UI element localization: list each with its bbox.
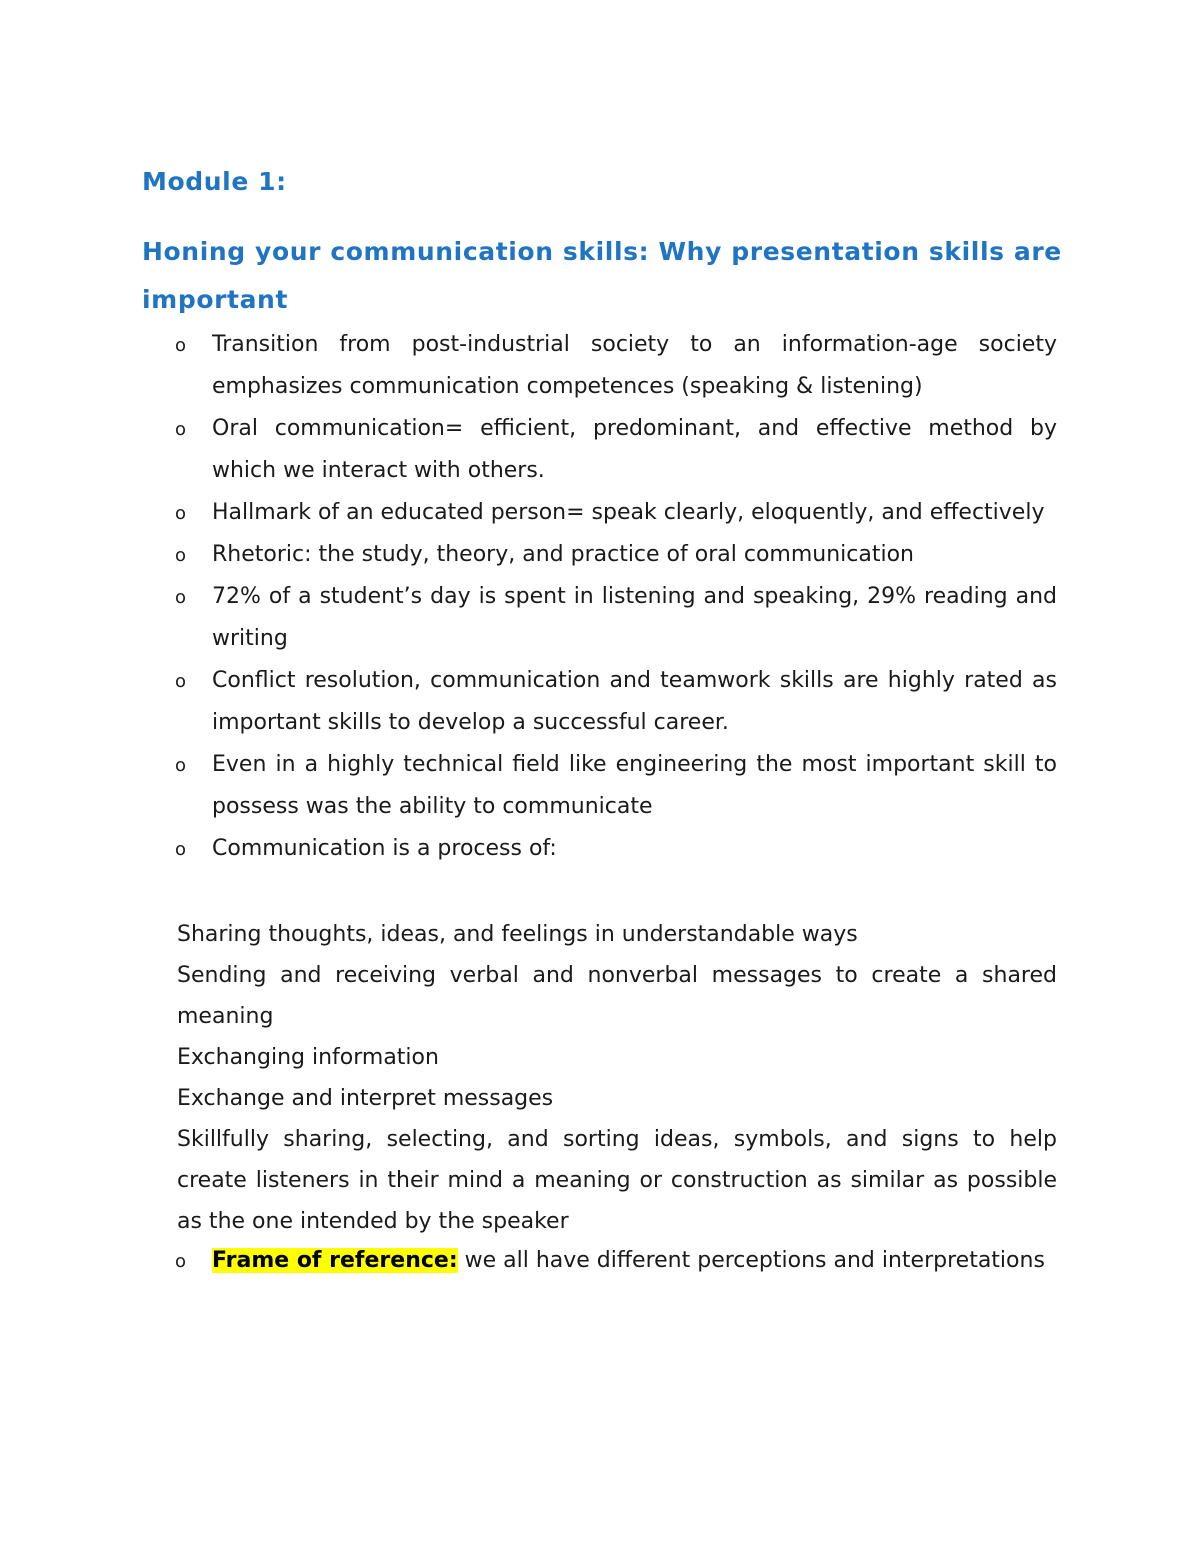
process-item: Sharing thoughts, ideas, and feelings in understandable ways: [177, 922, 858, 947]
bullet-list: [0, 324, 1200, 870]
process-item: Skillfully sharing, selecting, and sorting ideas, symbols, and signs to help create listeners in their mind a meaning or construction as similar as possible as the one intended by the speaker: [177, 1127, 1057, 1234]
bullet-marker: o: [175, 671, 187, 692]
bullet-text: Conflict resolution, communication and teamwork skills are highly rated as important skills to develop a successful career.: [212, 668, 1057, 735]
list-item: [175, 660, 1057, 744]
list-item: [175, 744, 1057, 828]
process-list: [177, 914, 1057, 1242]
highlighted-term: Frame of reference:: [212, 1248, 458, 1273]
bullet-marker: o: [175, 335, 187, 356]
bullet-text: Transition from post-industrial society to an information-age society emphasizes communication competences (speaking & listening): [212, 332, 1057, 399]
bullet-text: Rhetoric: the study, theory, and practice of oral communication: [212, 542, 914, 567]
bullet-marker: o: [175, 839, 187, 860]
process-item: Exchanging information: [177, 1045, 439, 1070]
bullet-marker: o: [175, 545, 187, 566]
bullet-marker: o: [175, 503, 187, 524]
list-item: [175, 492, 1057, 534]
bullet-text: we all have different perceptions and interpretations: [457, 1248, 1045, 1273]
bullet-text: Communication is a process of:: [212, 836, 557, 861]
bullet-text: Oral communication= efficient, predominant, and effective method by which we interact with others.: [212, 416, 1057, 483]
bullet-marker: o: [175, 1251, 187, 1272]
list-item: [175, 534, 1057, 576]
list-item: [175, 408, 1057, 492]
list-item: [175, 1240, 1057, 1282]
bullet-marker: o: [175, 587, 187, 608]
section-heading: Honing your communication skills: Why presentation skills are important: [142, 237, 1062, 314]
list-item: [175, 324, 1057, 408]
module-title: Module 1:: [142, 167, 287, 196]
bullet-text: Even in a highly technical field like engineering the most important skill to possess was the ability to communicate: [212, 752, 1057, 819]
process-item: Sending and receiving verbal and nonverbal messages to create a shared meaning: [177, 963, 1057, 1029]
list-item: [175, 828, 1057, 870]
list-item: [175, 576, 1057, 660]
process-item: Exchange and interpret messages: [177, 1086, 554, 1111]
bullet-text: Hallmark of an educated person= speak clearly, eloquently, and effectively: [212, 500, 1045, 525]
final-bullet-list: [0, 1240, 1200, 1282]
bullet-text: 72% of a student’s day is spent in listening and speaking, 29% reading and writing: [212, 584, 1057, 651]
bullet-marker: o: [175, 755, 187, 776]
bullet-marker: o: [175, 419, 187, 440]
